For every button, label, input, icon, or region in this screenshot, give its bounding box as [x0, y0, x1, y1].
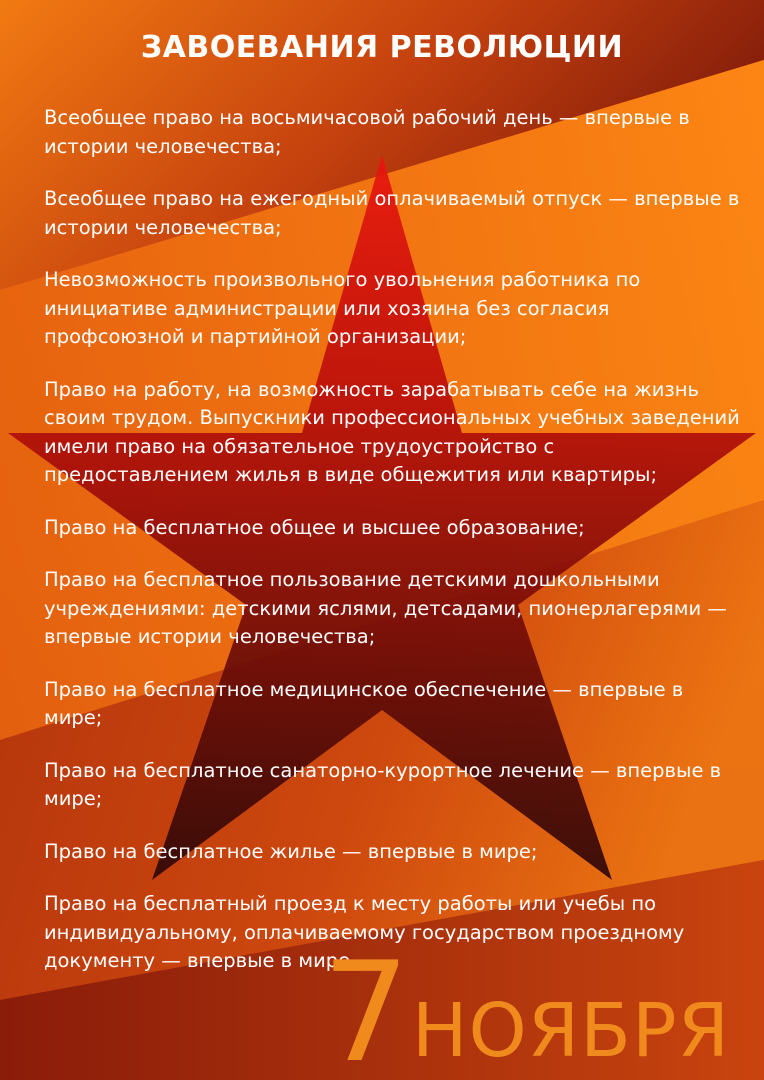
- achievements-list: [44, 104, 744, 1000]
- date-day: 7: [322, 932, 410, 1080]
- list-item: Право на бесплатный проезд к месту работы или учебы по индивидуальному, оплачиваемому государством проездному документу — впервые в мире.: [44, 892, 685, 972]
- list-item: Право на бесплатное медицинское обеспечение — впервые в мире;: [44, 677, 684, 729]
- list-item: Право на бесплатное пользование детскими дошкольными учреждениями: детскими яслями, детсадами, пионерлагерями — впервые истории человечества;: [44, 568, 727, 648]
- list-item: Право на работу, на возможность зарабатывать себе на жизнь своим трудом. Выпускники профессиональных учебных заведений имели право на обязательное трудоустройство с предоставлением жилья в виде общежития или квартиры;: [44, 377, 740, 486]
- list-item: Невозможность произвольного увольнения работника по инициативе администрации или хозяина без согласия профсоюзной и партийной организации;: [44, 268, 641, 348]
- poster-title: ЗАВОЕВАНИЯ РЕВОЛЮЦИИ: [140, 30, 624, 65]
- list-item: Всеобщее право на восьмичасовой рабочий день — впервые в истории человечества;: [44, 106, 690, 158]
- list-item: Право на бесплатное санаторно-курортное лечение — впервые в мире;: [44, 758, 722, 810]
- date-month: НОЯБРЯ: [411, 988, 730, 1074]
- list-item: Право на бесплатное жилье — впервые в мире;: [44, 839, 538, 863]
- list-item: Всеобщее право на ежегодный оплачиваемый отпуск — впервые в истории человечества;: [44, 187, 740, 239]
- date-caption: [322, 932, 730, 1080]
- list-item: Право на бесплатное общее и высшее образование;: [44, 515, 585, 539]
